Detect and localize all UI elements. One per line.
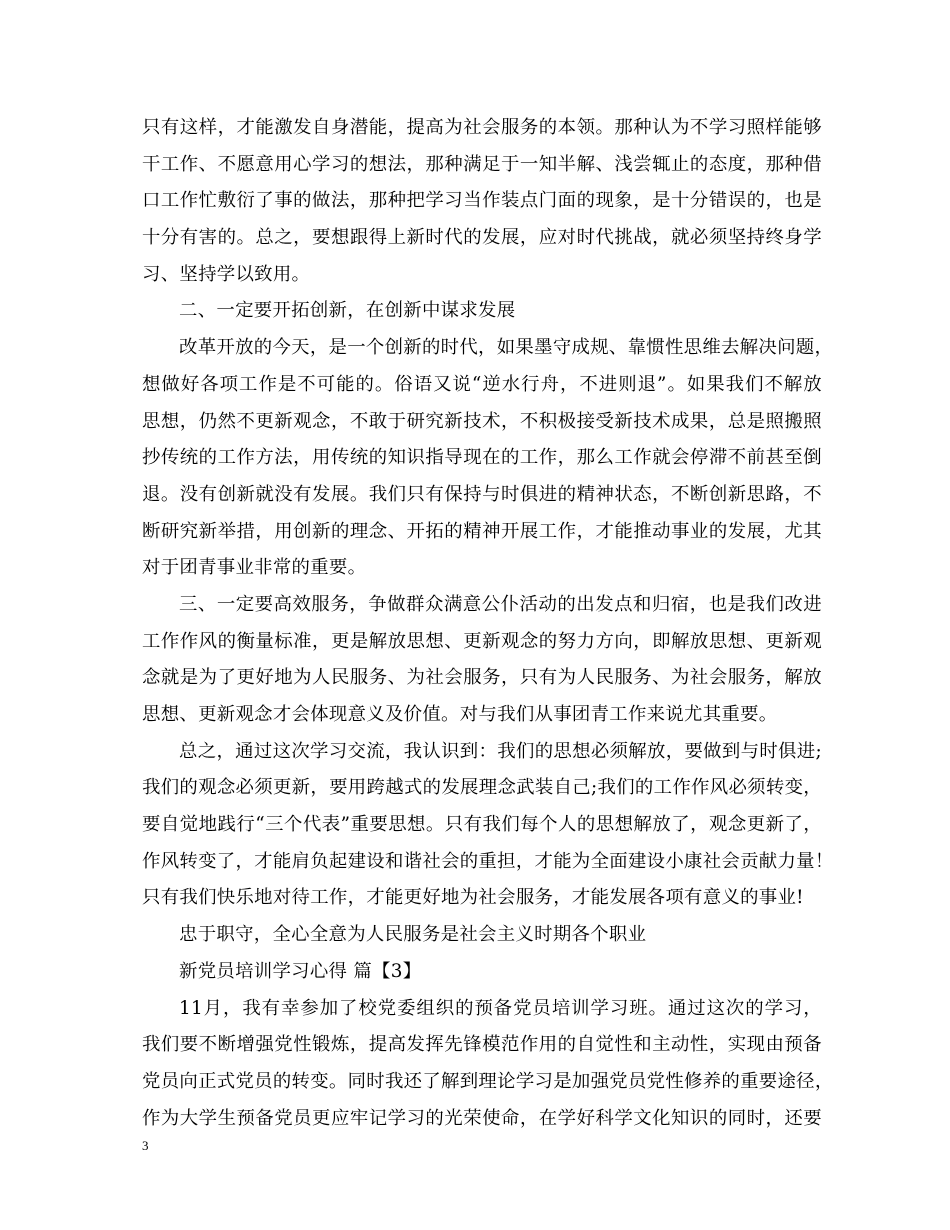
text-line: 只有我们快乐地对待工作，才能更好地为社会服务，才能发展各项有意义的事业! [142,887,804,909]
text-line: 习、坚持学以致用。 [142,263,311,285]
text-line: 只有这样，才能激发自身潜能，提高为社会服务的本领。那种认为不学习照样能够 [142,117,822,138]
text-line: 党员向正式党员的转变。同时我还了解到理论学习是加强党员党性修养的重要途径， [142,1070,834,1092]
text-line: 对于团青事业非常的重要。 [142,557,367,579]
text-line: 二、一定要开拓创新，在创新中谋求发展 [179,300,516,322]
text-line: 抄传统的工作方法，用传统的知识指导现在的工作，那么工作就会停滞不前甚至倒 [142,447,822,469]
text-line: 作风转变了，才能肩负起建设和谐社会的重担，才能为全面建设小康社会贡献力量！ [142,850,834,872]
text-line: 十分有害的。总之，要想跟得上新时代的发展，应对时代挑战，就必须坚持终身学 [142,227,822,249]
text-line: 思想、更新观念才会体现意义及价值。对与我们从事团青工作来说尤其重要。 [142,704,778,725]
text-line: 我们的观念必须更新，要用跨越式的发展理念武装自己;我们的工作作风必须转变， [142,777,822,799]
text-line: 忠于职守，全心全意为人民服务是社会主义时期各个职业 [179,924,647,946]
text-line: 退。没有创新就没有发展。我们只有保持与时俱进的精神状态，不断创新思路，不 [142,483,822,505]
text-line: 念就是为了更好地为人民服务、为社会服务，只有为人民服务、为社会服务，解放 [142,667,822,689]
text-line: 干工作、不愿意用心学习的想法，那种满足于一知半解、浅尝辄止的态度，那种借 [142,153,822,175]
document-body [142,110,834,1137]
text-line: 断研究新举措，用创新的理念、开拓的精神开展工作，才能推动事业的发展，尤其 [142,520,822,542]
text-line: 我们要不断增强党性锻炼，提高发挥先锋模范作用的自觉性和主动性，实现由预备 [142,1034,822,1056]
text-line: 三、一定要高效服务，争做群众满意公仆活动的出发点和归宿，也是我们改进 [179,593,822,615]
text-line: 11月，我有幸参加了校党委组织的预备党员培训学习班。通过这次的学习， [179,997,822,1019]
text-line: 想做好各项工作是不可能的。俗语又说“逆水行舟，不进则退”。如果我们不解放 [142,373,822,395]
page-number: 3 [142,1138,149,1153]
text-line: 要自觉地践行“三个代表”重要思想。只有我们每个人的思想解放了，观念更新了， [142,814,822,836]
text-line: 作为大学生预备党员更应牢记学习的光荣使命，在学好科学文化知识的同时，还要 [142,1107,822,1129]
text-line: 工作作风的衡量标准，更是解放思想、更新观念的努力方向，即解放思想、更新观 [142,630,822,652]
text-line: 口工作忙敷衍了事的做法，那种把学习当作装点门面的现象，是十分错误的，也是 [142,190,822,212]
text-line: 改革开放的今天，是一个创新的时代，如果墨守成规、靠惯性思维去解决问题， [179,337,834,359]
text-line: 新党员培训学习心得 篇【3】 [179,960,422,982]
text-line: 总之，通过这次学习交流，我认识到：我们的思想必须解放，要做到与时俱进; [179,740,822,762]
text-line: 思想，仍然不更新观念，不敢于研究新技术，不积极接受新技术成果，总是照搬照 [142,410,822,432]
